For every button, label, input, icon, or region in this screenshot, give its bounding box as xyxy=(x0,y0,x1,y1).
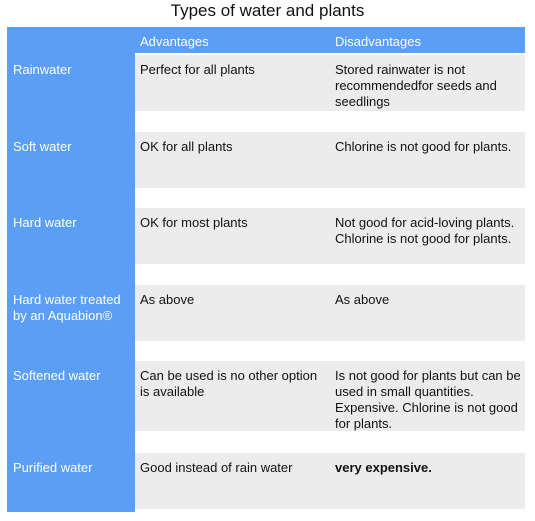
cell-advantages: Perfect for all plants xyxy=(140,62,255,77)
cell-advantages: OK for all plants xyxy=(140,139,233,154)
water-types-table xyxy=(7,27,525,512)
cell-disadvantages: Not good for acid-loving plants. Chlorine is not good for plants. xyxy=(335,215,515,246)
cell-disadvantages: Is not good for plants but can be used in small quantities. Expensive. Chlorine is not good for plants. xyxy=(335,368,521,431)
row-label: Softened water xyxy=(13,368,101,383)
table-row xyxy=(7,132,525,188)
header-advantages: Advantages xyxy=(140,34,209,49)
cell-disadvantages: As above xyxy=(335,292,390,307)
cell-disadvantages: Chlorine is not good for plants. xyxy=(335,139,512,154)
table-row xyxy=(7,55,525,111)
cell-disadvantages: very expensive. xyxy=(335,460,432,475)
row-label: Hard water xyxy=(13,215,77,230)
cell-advantages: As above xyxy=(140,292,195,307)
table-row xyxy=(7,453,525,509)
page-title: Types of water and plants xyxy=(170,1,365,20)
row-label: Purified water xyxy=(13,460,93,475)
table-row xyxy=(7,285,525,341)
table-row xyxy=(7,208,525,264)
cell-advantages: OK for most plants xyxy=(140,215,248,230)
cell-advantages: Can be used is no other option is available xyxy=(140,368,318,399)
cell-advantages: Good instead of rain water xyxy=(140,460,293,475)
row-label: Rainwater xyxy=(13,62,72,77)
header-disadvantages: Disadvantages xyxy=(335,34,421,49)
row-label: Hard water treated by an Aquabion® xyxy=(13,292,121,323)
cell-disadvantages: Stored rainwater is not recommendedfor seeds and seedlings xyxy=(335,62,497,109)
table-row xyxy=(7,361,525,431)
table-header xyxy=(7,27,525,53)
row-label: Soft water xyxy=(13,139,72,154)
